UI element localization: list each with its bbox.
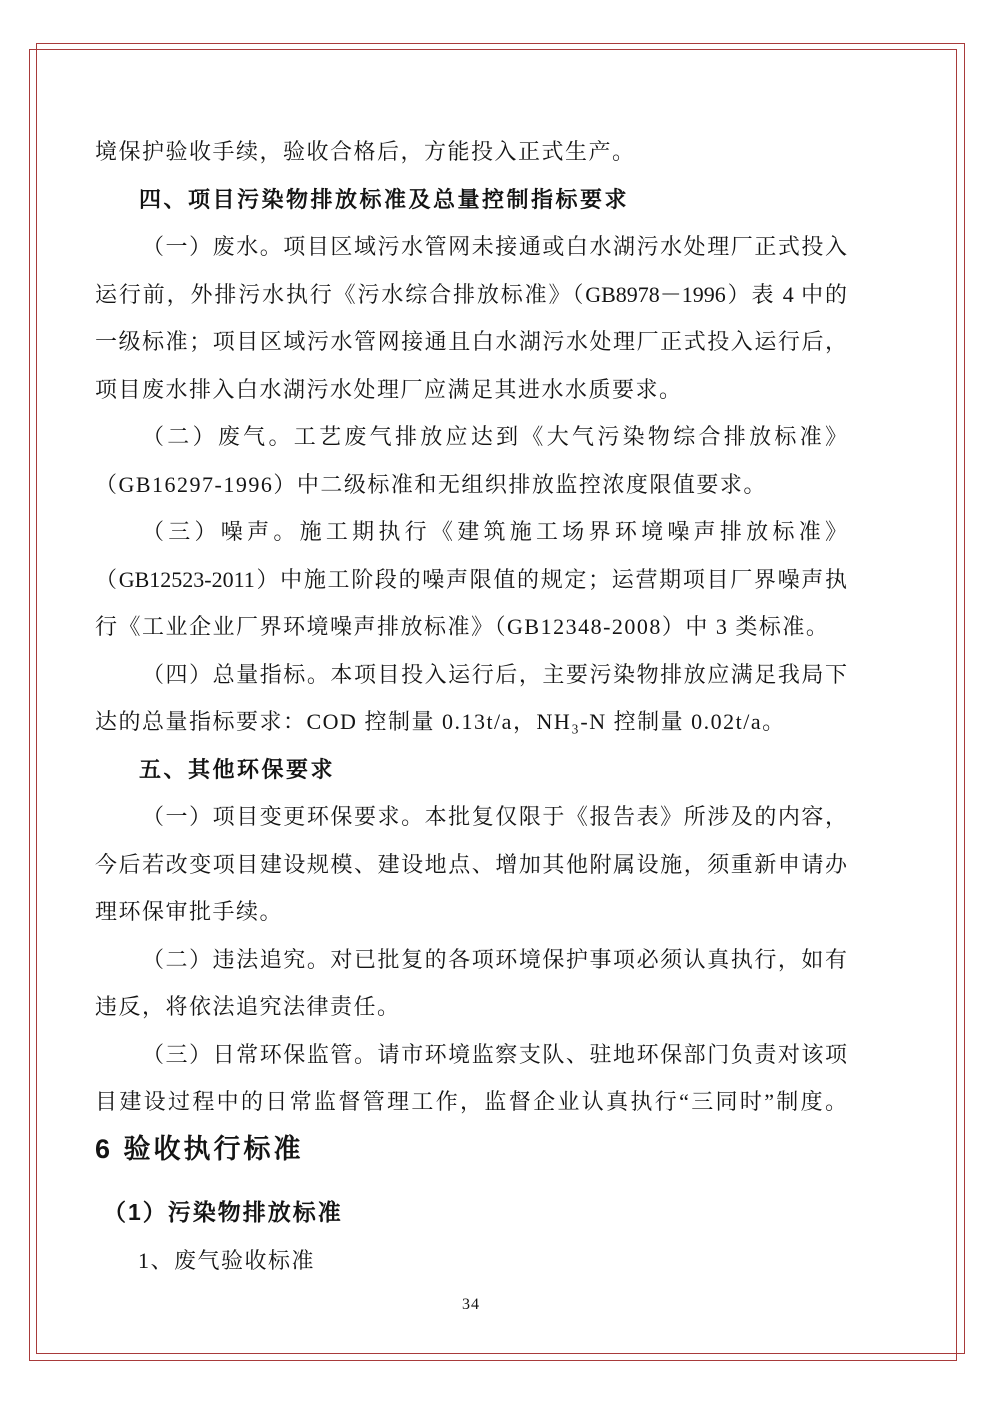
paragraph-line: 项目废水排入白水湖污水处理厂应满足其进水水质要求。 — [95, 376, 683, 402]
paragraph-line: （四）总量指标。本项目投入运行后，主要污染物排放应满足我局下 — [142, 661, 847, 687]
list-item-heading: 1、废气验收标准 — [138, 1247, 316, 1273]
paragraph-line: （二）违法追究。对已批复的各项环境保护事项必须认真执行，如有 — [142, 946, 847, 972]
paragraph-line: （二）废气。工艺废气排放应达到《大气污染物综合排放标准》 — [142, 424, 847, 449]
document-body — [95, 128, 847, 1284]
paragraph-line: 达的总量指标要求：COD 控制量 0.13t/a，NH₃-N 控制量 0.02t/a。 — [95, 709, 786, 734]
page-number: 34 — [462, 1296, 480, 1313]
paragraph-line: 违反，将依法追究法律责任。 — [95, 994, 401, 1019]
section-heading-4: 四、项目污染物排放标准及总量控制指标要求 — [139, 186, 630, 212]
paragraph-line: 一级标准；项目区域污水管网接通且白水湖污水处理厂正式投入运行后， — [95, 329, 847, 354]
paragraph-line: 行《工业企业厂界环境噪声排放标准》（GB12348-2008）中 3 类标准。 — [95, 614, 830, 639]
paragraph-line: 理环保审批手续。 — [95, 899, 284, 924]
subsection-heading-1: （1）污染物排放标准 — [103, 1199, 343, 1225]
paragraph-line: （一）废水。项目区域污水管网未接通或白水湖污水处理厂正式投入 — [142, 234, 847, 259]
paragraph-line: （GB16297-1996）中二级标准和无组织排放监控浓度限值要求。 — [95, 471, 767, 497]
chapter-heading-6: 6 验收执行标准 — [95, 1133, 304, 1164]
paragraph-line: （一）项目变更环保要求。本批复仅限于《报告表》所涉及的内容， — [142, 804, 847, 829]
paragraph-line: （三）日常环保监管。请市环境监察支队、驻地环保部门负责对该项 — [142, 1041, 847, 1067]
paragraph-line: 运行前，外排污水执行《污水综合排放标准》（GB8978－1996）表 4 中的 — [95, 281, 847, 307]
paragraph-line: 今后若改变项目建设规模、建设地点、增加其他附属设施，须重新申请办 — [95, 851, 847, 877]
paragraph-line: （GB12523-2011）中施工阶段的噪声限值的规定；运营期项目厂界噪声执 — [95, 566, 847, 592]
section-heading-5: 五、其他环保要求 — [139, 756, 336, 782]
paragraph-line: 目建设过程中的日常监督管理工作，监督企业认真执行“三同时”制度。 — [95, 1089, 847, 1114]
paragraph-line: （三）噪声。施工期执行《建筑施工场界环境噪声排放标准》 — [142, 519, 847, 544]
paragraph-line: 境保护验收手续，验收合格后，方能投入正式生产。 — [95, 139, 636, 164]
